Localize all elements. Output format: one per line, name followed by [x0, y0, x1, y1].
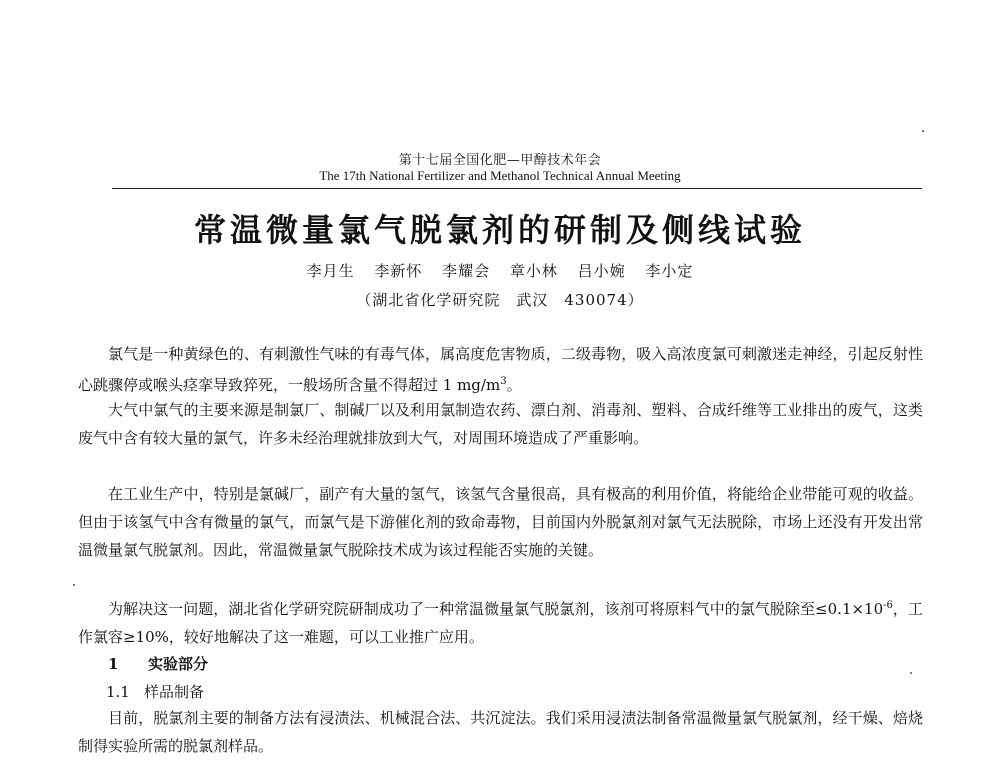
scan-speck — [922, 130, 924, 132]
paragraph-3: 在工业生产中，特别是氯碱厂，副产有大量的氢气，该氢气含量很高，具有极高的利用价值，将能给企业带能可观的收益。但由于该氢气中含有微量的氯气，而氯气是下游催化剂的致命毒物，目前国内外脱氯剂对氯气无法脱除，市场上还没有开发出常温微量氯气脱氯剂。因此，常温微量氯气脱除技术成为该过程能否实施的关键。 — [78, 485, 923, 559]
section-heading-1 — [108, 653, 208, 674]
conference-header-zh: 第十七届全国化肥—甲醇技术年会 — [398, 153, 602, 168]
conference-header-en: The 17th National Fertilizer and Methanol Technical Annual Meeting — [319, 168, 681, 183]
section-1-number: 1 — [108, 655, 119, 673]
paper-title: 常温微量氯气脱氯剂的研制及侧线试验 — [193, 211, 806, 249]
paragraph-1 — [78, 340, 923, 399]
paragraph-4 — [78, 592, 923, 651]
paragraph-1-text: 氯气是一种黄绿色的、有刺激性气味的有毒气体，属高度危害物质，二级毒物，吸入高浓度氯可刺激迷走神经，引起反射性心跳骤停或喉头痉挛导致猝死，一般场所含量不得超过 1 mg/m — [78, 345, 923, 394]
paper-authors: 李月生 李新怀 李耀会 章小林 吕小婉 李小定 — [306, 262, 694, 280]
section-1-1-number: 1.1 — [106, 683, 130, 701]
paper-affiliation: （湖北省化学研究院 武汉 430074） — [356, 291, 644, 309]
section-heading-1-1 — [106, 681, 204, 702]
paragraph-1-superscript: 3 — [500, 376, 507, 387]
paragraph-4-superscript: -6 — [883, 600, 893, 611]
paragraph-1-end: 。 — [506, 376, 522, 394]
scan-speck — [73, 584, 75, 586]
section-1-1-title: 样品制备 — [144, 683, 205, 701]
paragraph-2: 大气中氯气的主要来源是制氯厂、制碱厂以及利用氯制造农药、漂白剂、消毒剂、塑料、合成纤维等工业排出的废气，这类废气中含有较大量的氯气，许多未经治理就排放到大气，对周围环境造成了严重影响。 — [78, 401, 923, 447]
header-rule — [112, 188, 922, 189]
paragraph-4-text-b: ，工作氯容≥10%，较好地解决了这一难题，可以工业推广应用。 — [78, 600, 923, 646]
paragraph-4-text-a: 为解决这一问题，湖北省化学研究院研制成功了一种常温微量氯气脱氯剂，该剂可将原料气中的氯气脱除至≤0.1×10 — [108, 600, 884, 618]
section-1-title: 实验部分 — [148, 655, 209, 673]
paragraph-5: 目前，脱氯剂主要的制备方法有浸渍法、机械混合法、共沉淀法。我们采用浸渍法制备常温微量氯气脱氯剂，经干燥、焙烧制得实验所需的脱氯剂样品。 — [78, 709, 923, 755]
scan-speck — [910, 672, 912, 674]
